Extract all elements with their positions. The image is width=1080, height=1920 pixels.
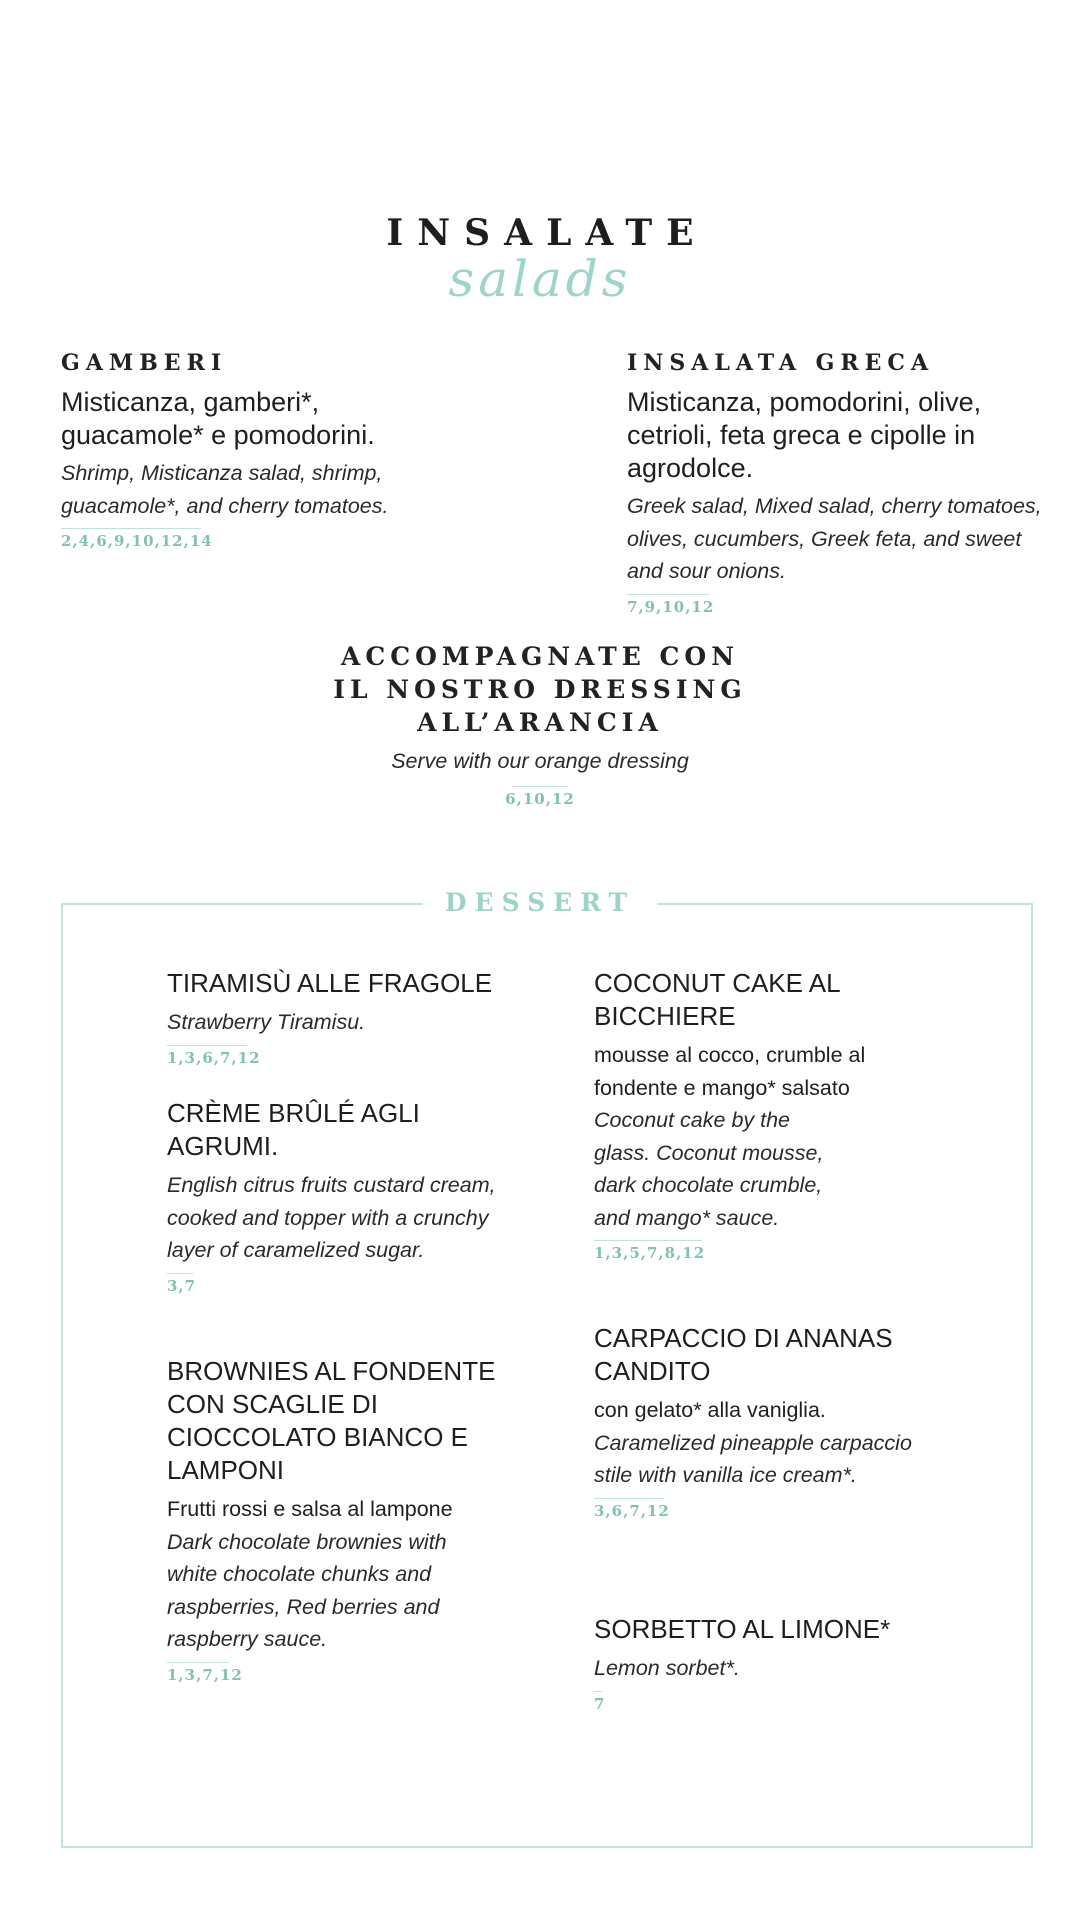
dessert-name: COCONUT CAKE AL BICCHIERE <box>594 968 840 1031</box>
menu-item-brownies <box>167 1355 507 1684</box>
salads-script-title: salads <box>448 250 632 308</box>
dessert-name: CRÈME BRÛLÉ AGLI AGRUMI. <box>167 1098 420 1161</box>
dressing-line-2: IL NOSTRO DRESSING <box>333 675 747 704</box>
dessert-name: TIRAMISÙ ALLE FRAGOLE <box>167 968 493 998</box>
menu-item-creme-brule <box>167 1097 507 1295</box>
allergen-divider <box>167 1662 229 1663</box>
dessert-english: Coconut cake by the glass. Coconut mousse, dark chocolate crumble, and mango* sauce. <box>594 1108 824 1230</box>
dressing-english: Serve with our orange dressing <box>391 749 689 773</box>
dressing-line-3: ALL’ARANCIA <box>417 708 663 737</box>
allergen-codes: 2,4,6,9,10,12,14 <box>61 532 213 550</box>
menu-item-carpaccio-ananas <box>594 1322 934 1520</box>
dessert-english: English citrus fruits custard cream, cooked and topper with a crunchy layer of caramelized sugar. <box>167 1173 496 1262</box>
allergen-codes: 1,3,5,7,8,12 <box>594 1244 706 1262</box>
allergen-divider <box>512 786 568 787</box>
allergen-divider <box>61 528 201 529</box>
allergen-codes: 3,7 <box>167 1276 197 1295</box>
allergen-codes: 3,6,7,12 <box>594 1501 670 1520</box>
dish-description: Misticanza, pomodorini, olive, cetrioli, feta greca e cipolle in agrodolce. <box>627 387 982 483</box>
dessert-subtitle: mousse al cocco, crumble al fondente e mango* salsato <box>594 1043 866 1100</box>
dessert-title: DESSERT <box>423 888 657 917</box>
salads-title: INSALATE <box>386 212 708 254</box>
dessert-title-wrap <box>0 888 1080 917</box>
dish-name: GAMBERI <box>61 350 228 376</box>
allergen-codes: 7,9,10,12 <box>627 597 715 616</box>
dish-english: Shrimp, Misticanza salad, shrimp, guacamole*, and cherry tomatoes. <box>61 461 389 518</box>
dressing-note <box>0 640 1080 808</box>
dessert-english: Caramelized pineapple carpaccio stile with vanilla ice cream*. <box>594 1430 912 1487</box>
dressing-line-1: ACCOMPAGNATE CON <box>340 642 740 671</box>
allergen-codes: 1,3,7,12 <box>167 1665 243 1684</box>
allergen-divider <box>167 1045 247 1046</box>
allergen-divider <box>594 1240 702 1241</box>
dessert-subtitle: Frutti rossi e salsa al lampone <box>167 1497 453 1521</box>
allergen-divider <box>594 1691 602 1692</box>
menu-item-insalata-greca <box>627 350 1047 616</box>
allergen-divider <box>167 1273 193 1274</box>
dish-description: Misticanza, gamberi*, guacamole* e pomodorini. <box>61 387 375 450</box>
dessert-subtitle: con gelato* alla vaniglia. <box>594 1398 826 1422</box>
allergen-codes: 7 <box>594 1694 606 1713</box>
dessert-english: Dark chocolate brownies with white chocolate chunks and raspberries, Red berries and raspberry sauce. <box>167 1529 447 1651</box>
menu-item-gamberi <box>61 350 441 550</box>
dish-name: INSALATA GRECA <box>627 350 935 376</box>
dessert-name: BROWNIES AL FONDENTE CON SCAGLIE DI CIOCCOLATO BIANCO E LAMPONI <box>167 1356 496 1485</box>
menu-item-coconut-cake <box>594 967 934 1262</box>
menu-item-sorbetto <box>594 1613 934 1713</box>
dish-english: Greek salad, Mixed salad, cherry tomatoes, olives, cucumbers, Greek feta, and sweet and sour onions. <box>627 494 1042 583</box>
allergen-divider <box>627 594 709 595</box>
dessert-english: Lemon sorbet*. <box>594 1656 740 1680</box>
allergen-divider <box>594 1498 664 1499</box>
menu-item-tiramisu <box>167 967 507 1067</box>
dessert-english: Strawberry Tiramisu. <box>167 1010 366 1034</box>
dessert-name: CARPACCIO DI ANANAS CANDITO <box>594 1323 893 1386</box>
dessert-name: SORBETTO AL LIMONE* <box>594 1614 891 1644</box>
allergen-codes: 6,10,12 <box>505 789 575 808</box>
allergen-codes: 1,3,6,7,12 <box>167 1048 261 1067</box>
